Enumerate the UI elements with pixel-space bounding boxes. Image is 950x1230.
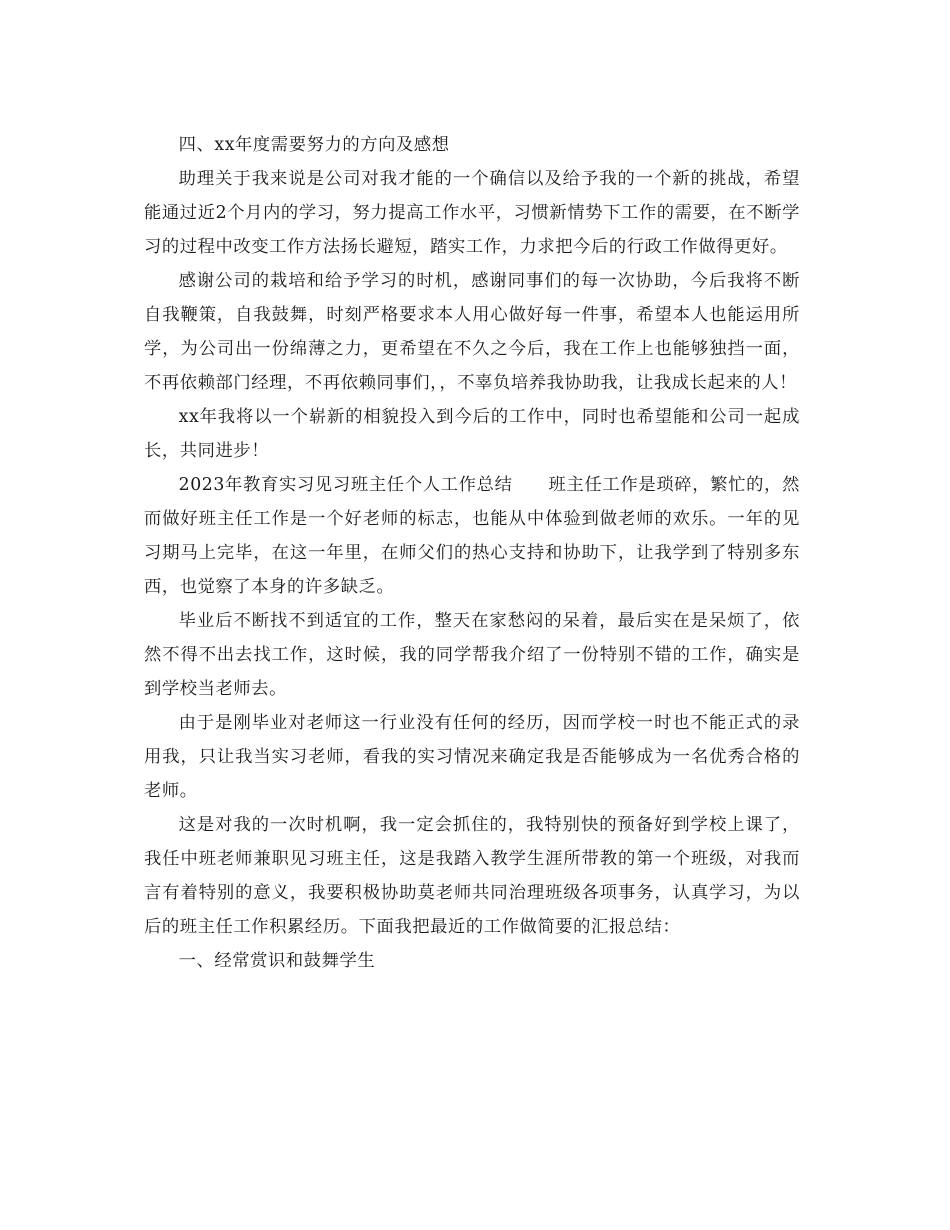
paragraph-job-search: 毕业后不断找不到适宜的工作，整天在家愁闷的呆着，最后实在是呆烦了，依然不得不出去找工作，这时候，我的同学帮我介绍了一份特别不错的工作，确实是到学校当老师去。 — [144, 611, 800, 699]
section-heading-encourage-students: 一、经常赏识和鼓舞学生 — [178, 951, 376, 971]
paragraph-summary-intro: 2023年教育实习见习班主任个人工作总结 班主任工作是琐碎，繁忙的，然而做好班主任工作是一个好老师的标志，也能从中体验到做老师的欢乐。一年的见习期马上完毕，在这一年里，在师父们的热心支持和协助下，让我学到了特别多东西，也觉察了本身的许多缺乏。 — [144, 475, 800, 597]
paragraph-intern-teacher: 由于是刚毕业对老师这一行业没有任何的经历，因而学校一时也不能正式的录用我，只让我当实习老师，看我的实习情况来确定我是否能够成为一名优秀合格的老师。 — [144, 713, 800, 801]
paragraph-assistant-role: 助理关于我来说是公司对我才能的一个确信以及给予我的一个新的挑战，希望能通过近2个月内的学习，努力提高工作水平，习惯新情势下工作的需要，在不断学习的过程中改变工作方法扬长避短，踏实工作，力求把今后的行政工作做得更好。 — [144, 169, 800, 257]
document-body — [144, 128, 800, 978]
paragraph-opportunity: 这是对我的一次时机啊，我一定会抓住的，我特别快的预备好到学校上课了，我任中班老师兼职见习班主任，这是我踏入教学生涯所带教的第一个班级，对我而言有着特别的意义，我要积极协助莫老师共同治理班级各项事务，认真学习，为以后的班主任工作积累经历。下面我把最近的工作做简要的汇报总结： — [144, 815, 800, 937]
paragraph-new-year: xx年我将以一个崭新的相貌投入到今后的工作中，同时也希望能和公司一起成长，共同进步！ — [144, 407, 800, 461]
paragraph-gratitude: 感谢公司的栽培和给予学习的时机，感谢同事们的每一次协助，今后我将不断自我鞭策，自我鼓舞，时刻严格要求本人用心做好每一件事，希望本人也能运用所学，为公司出一份绵薄之力，更希望在不久之今后，我在工作上也能够独挡一面，不再依赖部门经理，不再依赖同事们，，不辜负培养我协助我，让我成长起来的人！ — [144, 271, 800, 393]
section-heading-direction: 四、xx年度需要努力的方向及感想 — [178, 135, 450, 155]
